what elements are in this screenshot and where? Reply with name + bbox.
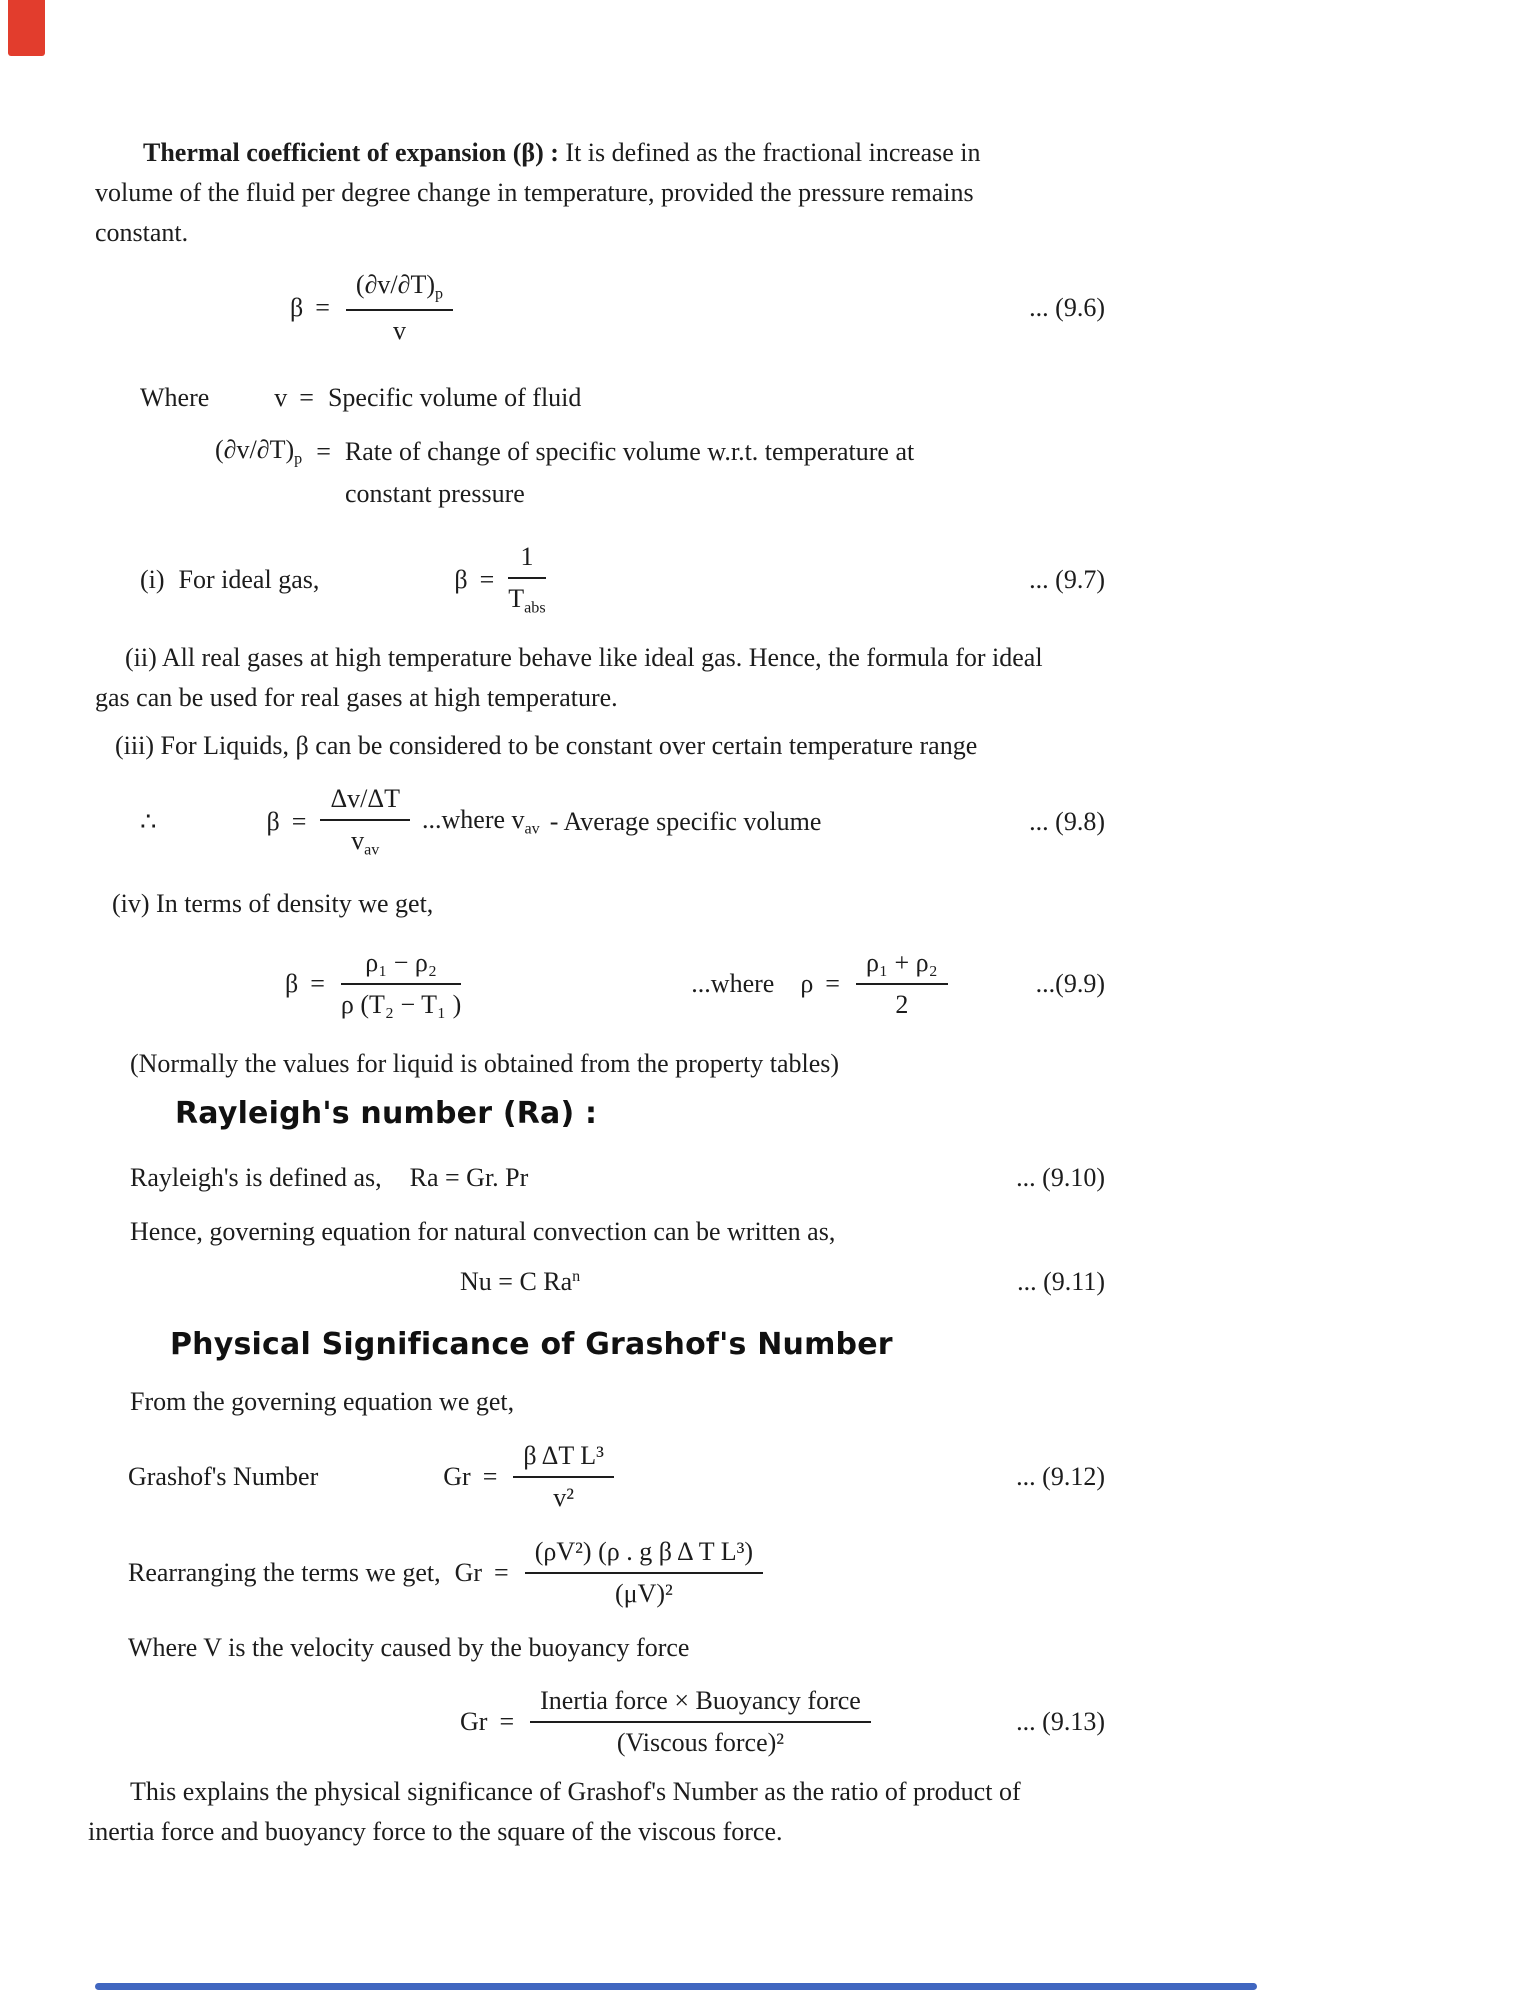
where2-equals: = <box>316 437 331 466</box>
eq12-denominator: v² <box>553 1483 575 1512</box>
red-scan-marker <box>8 0 45 56</box>
equation-9-9 <box>95 928 1105 1040</box>
eq6-number: ... (9.6) <box>1029 293 1105 322</box>
eq9-equals-2: = <box>825 969 840 998</box>
eq6-fraction <box>346 269 453 347</box>
eq7-denominator: $T_{abs}$ <box>508 584 546 617</box>
where-definition-2-cont <box>95 474 1105 514</box>
eq13-numerator: Inertia force × Buoyancy force <box>530 1685 871 1724</box>
rearr-equals: = <box>494 1558 509 1587</box>
rayleigh-heading: Rayleigh's number (Ra) : <box>175 1096 598 1131</box>
eq9-denominator-1: ρ (T₂ − T₁ ) <box>340 990 462 1019</box>
item-i-text: For ideal gas, <box>178 565 320 594</box>
eq10-expression: Ra = Gr. Pr <box>409 1163 529 1192</box>
where1-equals: = <box>299 383 314 412</box>
item-iii-paragraph <box>95 726 1105 766</box>
where-label: Where <box>140 383 210 412</box>
eq9-fraction-2 <box>856 947 948 1022</box>
item-iv-text: (iv) In terms of density we get, <box>112 889 434 918</box>
eq10-intro: Rayleigh's is defined as, <box>130 1163 382 1192</box>
eq9-numerator-2: ρ₁ + ρ₂ <box>856 947 948 986</box>
eq6-lhs: β <box>290 293 304 322</box>
eq8-numerator: Δv/ΔT <box>320 783 410 822</box>
eq11-expression: Nu = C Ra$^n$ <box>460 1267 581 1296</box>
where-definition-1 <box>95 378 1105 418</box>
eq8-where-post: - Average specific volume <box>549 807 822 836</box>
where2-text-line2: constant pressure <box>345 479 525 508</box>
rayleigh-section <box>95 1092 1105 1136</box>
eq12-equals: = <box>482 1462 498 1491</box>
eq13-number: ... (9.13) <box>1016 1707 1105 1736</box>
where2-text-line1: Rate of change of specific volume w.r.t. temperature at <box>344 437 915 466</box>
eq9-where: ...where <box>691 969 775 998</box>
rearr-numerator: (ρV²) (ρ . g β Δ T L³) <box>525 1536 763 1575</box>
eq9-equals: = <box>310 969 325 998</box>
rearr-intro: Rearranging the terms we get, <box>128 1558 441 1587</box>
eq6-equals: = <box>315 293 330 322</box>
eq13-equals: = <box>499 1707 515 1736</box>
item-ii-paragraph <box>95 638 1105 718</box>
from-governing-paragraph <box>95 1382 1105 1422</box>
eq7-number: ... (9.7) <box>1029 565 1105 594</box>
eq9-numerator-1: ρ₁ − ρ₂ <box>341 947 461 986</box>
equation-9-11 <box>95 1260 1105 1304</box>
where-v-paragraph <box>95 1628 1105 1668</box>
intro-paragraph <box>95 133 1105 253</box>
closing-line-2: inertia force and buoyancy force to the square of the viscous force. <box>88 1817 783 1846</box>
closing-line-1: This explains the physical significance of Grashof's Number as the ratio of product of <box>130 1777 1021 1806</box>
eq9-number: ...(9.9) <box>1035 969 1105 998</box>
term-title: Thermal coefficient of expansion (β) : <box>143 138 559 167</box>
eq12-numerator: β ΔT L³ <box>513 1440 614 1479</box>
eq8-fraction <box>320 783 410 861</box>
eq7-lhs: β <box>454 565 468 594</box>
eq12-number: ... (9.12) <box>1016 1462 1105 1491</box>
equation-9-8 <box>95 772 1105 872</box>
rearr-fraction <box>525 1536 763 1611</box>
eq13-denominator: (Viscous force)² <box>616 1728 785 1757</box>
where-definition-2 <box>95 430 1105 474</box>
equation-9-13 <box>95 1670 1105 1774</box>
grashof-heading: Physical Significance of Grashof's Number <box>170 1327 893 1362</box>
item-i-label: (i) <box>140 565 165 594</box>
note-paragraph <box>95 1044 1105 1084</box>
rearr-denominator: (μV)² <box>614 1579 673 1608</box>
eq10-number: ... (9.10) <box>1016 1163 1105 1192</box>
rearranged-equation <box>95 1520 1105 1626</box>
eq8-where-pre: ...where $v_{av}$ <box>422 805 540 838</box>
blue-scan-rule <box>95 1983 1257 1990</box>
eq12-fraction <box>513 1440 614 1515</box>
eq6-numerator: $(\partial v/\partial T)_p$ <box>346 269 453 311</box>
eq13-lhs: Gr <box>460 1707 488 1736</box>
where1-symbol: v <box>274 383 288 412</box>
eq9-lhs: β <box>285 969 299 998</box>
note-text: (Normally the values for liquid is obtained from the property tables) <box>130 1049 840 1078</box>
intro-line-3: constant. <box>95 218 189 247</box>
eq6-denominator: v <box>393 315 406 345</box>
eq12-lhs: Gr <box>443 1462 471 1491</box>
from-governing-text: From the governing equation we get, <box>130 1387 515 1416</box>
eq8-denominator: $v_{av}$ <box>351 826 380 859</box>
rearr-lhs: Gr <box>454 1558 483 1587</box>
eq7-equals: = <box>479 565 495 594</box>
eq12-label: Grashof's Number <box>128 1462 319 1491</box>
item-ii-line-1: (ii) All real gases at high temperature behave like ideal gas. Hence, the formula for ideal <box>125 643 1043 672</box>
equation-9-6 <box>95 252 1105 364</box>
intro-line-1-rest: It is defined as the fractional increase in <box>558 138 981 167</box>
closing-paragraph <box>88 1772 1105 1852</box>
intro-line-1 <box>95 133 1105 173</box>
eq8-equals: = <box>291 807 307 836</box>
eq8-lhs: β <box>266 807 280 836</box>
equation-9-10 <box>95 1156 1105 1200</box>
therefore-symbol: ∴ <box>140 807 157 836</box>
item-i-equation-9-7 <box>95 532 1105 628</box>
eq9-denominator-2: 2 <box>895 990 909 1019</box>
equation-9-12 <box>95 1424 1105 1530</box>
hence-paragraph <box>95 1212 1105 1252</box>
eq13-fraction <box>530 1685 871 1760</box>
eq11-number: ... (9.11) <box>1017 1267 1105 1296</box>
eq8-number: ... (9.8) <box>1029 807 1105 836</box>
where1-text: Specific volume of fluid <box>327 383 582 412</box>
where2-symbol: $(\partial v/\partial T)_p$ <box>215 435 303 468</box>
eq9-fraction-1 <box>341 947 461 1022</box>
eq9-rho: ρ <box>800 969 814 998</box>
item-iii-text: (iii) For Liquids, β can be considered to be constant over certain temperature range <box>115 731 978 760</box>
eq7-fraction <box>508 541 545 619</box>
item-ii-line-2: gas can be used for real gases at high temperature. <box>95 683 618 712</box>
eq7-numerator: 1 <box>508 541 545 580</box>
where-v-text: Where V is the velocity caused by the buoyancy force <box>128 1633 690 1662</box>
grashof-section <box>95 1322 1105 1368</box>
intro-line-2: volume of the fluid per degree change in temperature, provided the pressure remains <box>95 178 974 207</box>
item-iv-paragraph <box>95 884 1105 924</box>
hence-text: Hence, governing equation for natural convection can be written as, <box>130 1217 836 1246</box>
